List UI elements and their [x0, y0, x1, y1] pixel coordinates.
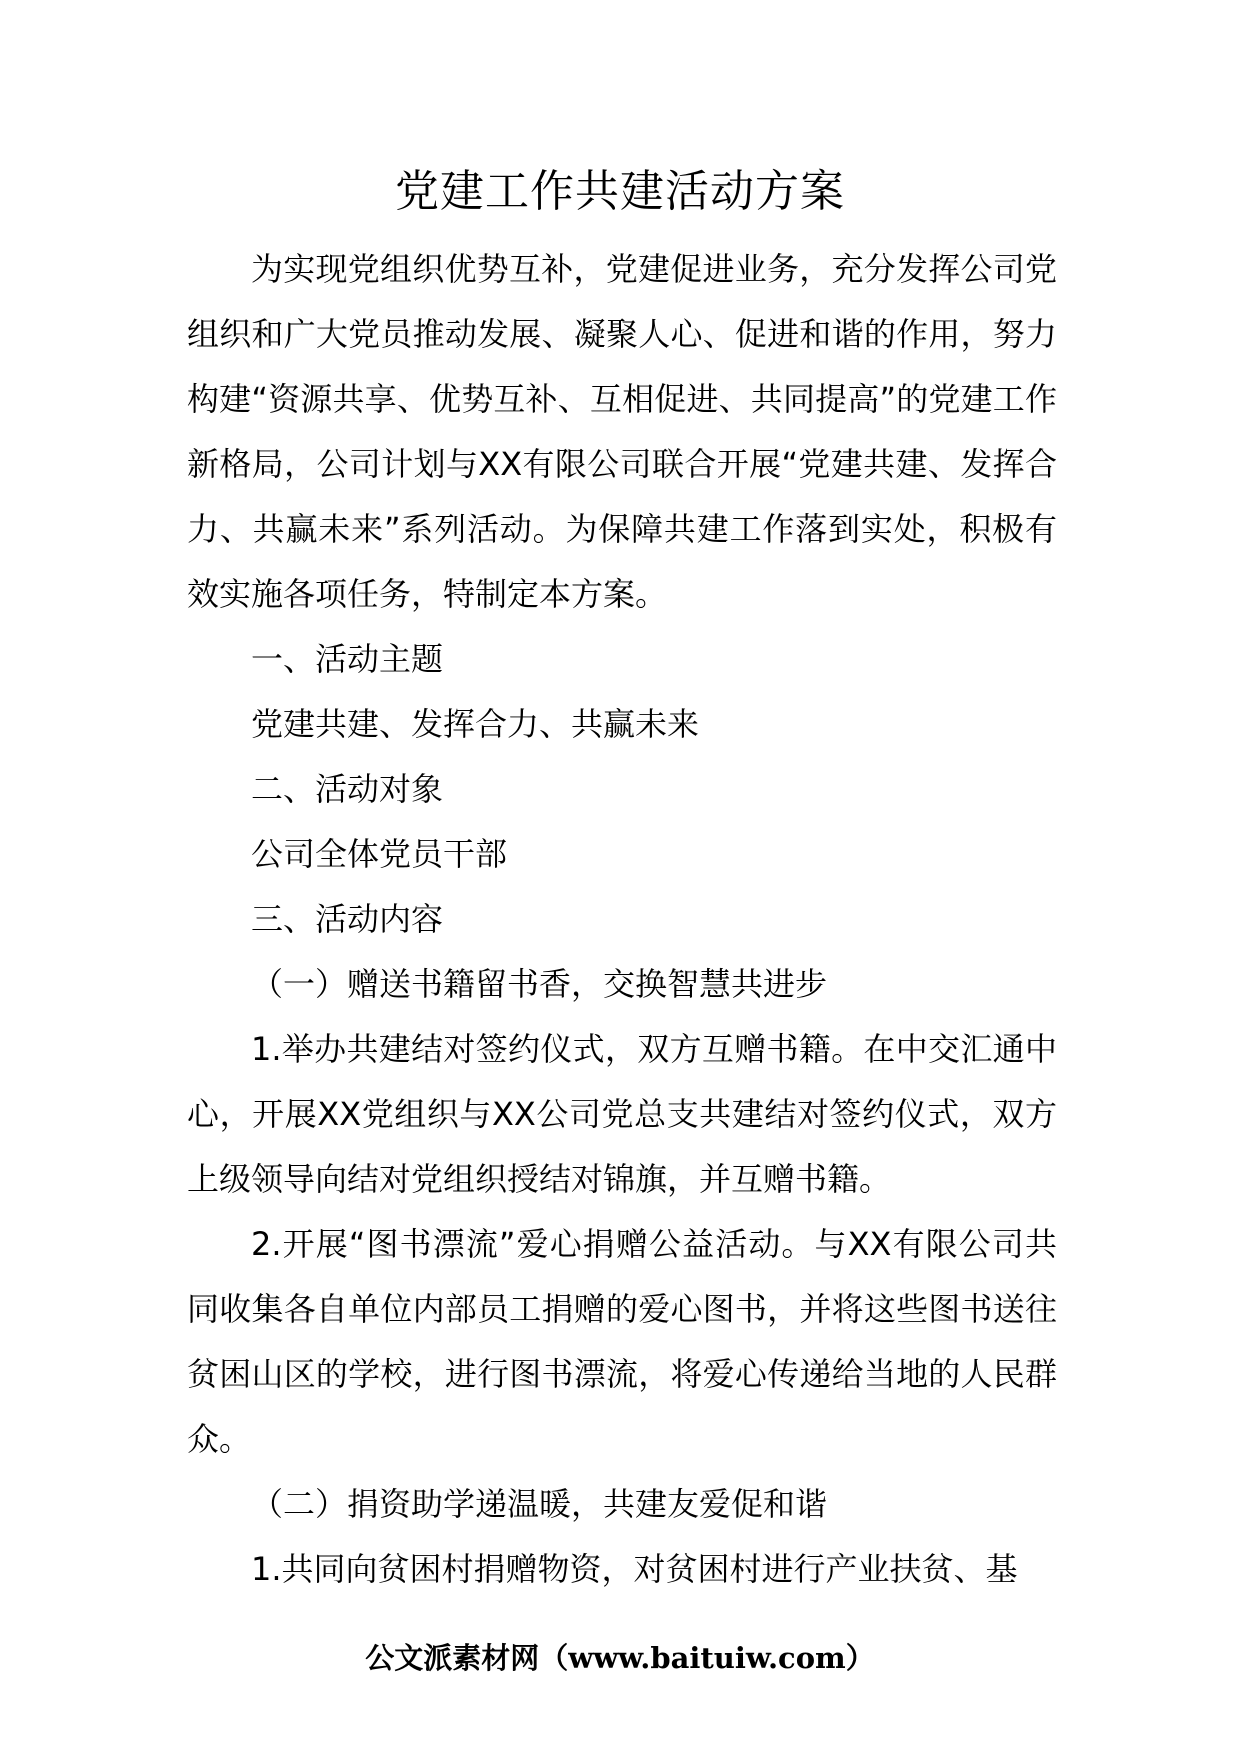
intro-paragraph: 为实现党组织优势互补，党建促进业务，充分发挥公司党组织和广大党员推动发展、凝聚人心、促进和谐的作用，努力构建“资源共享、优势互补、互相促进、共同提高”的党建工作新格局，公司计划与XX有限公司联合开展“党建共建、发挥合力、共赢未来”系列活动。为保障共建工作落到实处，积极有效实施各项任务，特制定本方案。 — [187, 250, 1057, 613]
theme-text: 党建共建、发挥合力、共赢未来 — [251, 705, 700, 743]
item-poverty-donation: 1.共同向贫困村捐赠物资，对贫困村进行产业扶贫、基 — [251, 1550, 1018, 1588]
subsection-heading-books: （一）赠送书籍留书香，交换智慧共进步 — [251, 965, 828, 1003]
subsection-heading-donation: （二）捐资助学递温暖，共建友爱促和谐 — [251, 1485, 828, 1523]
section-heading-target: 二、活动对象 — [251, 770, 444, 808]
item-book-drift: 2.开展“图书漂流”爱心捐赠公益活动。与XX有限公司共同收集各自单位内部员工捐赠的爱心图书，并将这些图书送往贫困山区的学校，进行图书漂流，将爱心传递给当地的人民群众。 — [187, 1225, 1057, 1458]
document-body — [187, 237, 1057, 1602]
section-heading-theme: 一、活动主题 — [251, 640, 444, 678]
target-text: 公司全体党员干部 — [251, 835, 508, 873]
footer-watermark: 公文派素材网（www.baituiw.com） — [365, 1641, 875, 1675]
section-heading-content: 三、活动内容 — [251, 900, 444, 938]
item-signing-ceremony: 1.举办共建结对签约仪式，双方互赠书籍。在中交汇通中心，开展XX党组织与XX公司党总支共建结对签约仪式，双方上级领导向结对党组织授结对锦旗，并互赠书籍。 — [187, 1030, 1057, 1198]
document-title: 党建工作共建活动方案 — [395, 166, 845, 217]
